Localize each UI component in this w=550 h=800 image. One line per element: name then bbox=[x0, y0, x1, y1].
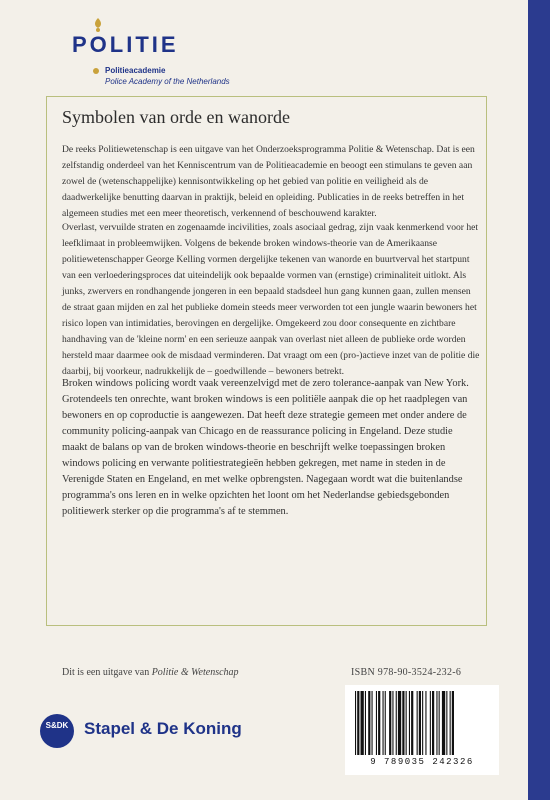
barcode-bar bbox=[398, 691, 401, 755]
barcode-bar bbox=[432, 691, 434, 755]
barcode-digits: 9 789035 242326 bbox=[370, 757, 474, 767]
barcode-bar bbox=[442, 691, 445, 755]
logo-bullet-icon bbox=[93, 68, 99, 74]
barcode-bar bbox=[430, 691, 431, 755]
publisher-note-prefix: Dit is een uitgave van bbox=[62, 667, 152, 678]
barcode-bar bbox=[436, 691, 437, 755]
logo-subtitle: Politieacademie bbox=[105, 66, 166, 75]
barcode-bar bbox=[425, 691, 426, 755]
barcode-bar bbox=[419, 691, 421, 755]
publisher-mark-text: S&DK bbox=[45, 721, 69, 730]
isbn-number: ISBN 978-90-3524-232-6 bbox=[351, 667, 462, 678]
barcode-bar bbox=[452, 691, 454, 755]
barcode-bar bbox=[439, 691, 440, 755]
logo-subtitle-english: Police Academy of the Netherlands bbox=[105, 77, 230, 86]
barcode-bar bbox=[406, 691, 407, 755]
barcode-bar bbox=[409, 691, 410, 755]
barcode-bar bbox=[411, 691, 413, 755]
spine-bar bbox=[528, 0, 550, 800]
barcode-bar bbox=[365, 691, 366, 755]
barcode-bar bbox=[361, 691, 364, 755]
barcode-bar bbox=[389, 691, 391, 755]
barcode bbox=[345, 685, 499, 775]
barcode-bar bbox=[378, 691, 380, 755]
publisher-name: Stapel & De Koning bbox=[84, 719, 242, 738]
publisher-note bbox=[62, 667, 239, 678]
paragraph-series: De reeks Politiewetenschap is een uitgave van het Onderzoeksprogramma Politie & Wetenschap. Dat is een zelfstandig onderdeel van het Kenniscentrum van de Politieacademie en beoogt een stimulans te geven aan zowel de (wetenschappelijke) kennisontwikkeling op het gebied van politie en veiligheid als de daadwerkelijke benutting daarvan in praktijk, beleid en opleiding. Publicaties in de reeks betreffen in het algemeen studies met een meer theoretisch, verkennend of beschouwend karakter. bbox=[62, 144, 475, 219]
logo-wordmark: POLITIE bbox=[72, 32, 179, 57]
politie-logo bbox=[72, 14, 272, 84]
barcode-bar bbox=[396, 691, 397, 755]
barcode-bar bbox=[355, 691, 356, 755]
barcode-bar bbox=[402, 691, 404, 755]
publisher-mark-icon bbox=[40, 714, 74, 748]
barcode-bar bbox=[383, 691, 384, 755]
barcode-bar bbox=[376, 691, 377, 755]
barcode-bar bbox=[417, 691, 418, 755]
barcode-bar bbox=[450, 691, 451, 755]
barcode-bar bbox=[446, 691, 447, 755]
paragraph-theory: Overlast, vervuilde straten en zogenaamde incivilities, zoals asociaal gedrag, zijn vaak kenmerkend voor het leefklimaat in probleemwijken. Volgens de bekende broken windows-theorie van de Amerikaanse politiewetenschapper George Kelling vormen dergelijke tekenen van wanorde en buurtverval het startpunt van een verloederingsproces dat uiteindelijk ook bepaalde vormen van (ernstige) criminaliteit uitlokt. Als junks, zwervers en rondhangende jongeren in een bepaald stadsdeel hun gang kunnen gaan, zullen mensen de straat gaan mijden en zal het publieke domein steeds meer verworden tot een jungle waarin bewoners het risico lopen van intimidaties, berovingen en dergelijke. Omgekeerd zou door consequente en zichtbare handhaving van de 'kleine norm' en een serieuze aanpak van overlast niet alleen de publieke orde worden hersteld maar daarmee ook de misdaad verminderen. Dat vraagt om een (pro-)actieve inzet van de politie die daarbij, bij voorkeur, nadrukkelijk de – goedwillende – bewoners betrekt. bbox=[62, 222, 480, 377]
barcode-bar bbox=[357, 691, 359, 755]
barcode-bars-icon bbox=[353, 691, 491, 755]
paragraph-study: Broken windows policing wordt vaak vereenzelvigd met de zero tolerance-aanpak van New York. Grotendeels ten onrechte, want broken windows is een politiële aanpak die op het raadplegen van bewoners en op coproductie is aangewezen. Dat heeft deze strategie gemeen met onder andere de community policing-aanpak van Chicago en de reassurance policing in Engeland. Deze studie maakt de balans op van de broken windows-theorie en beschrijft welke toepassingen broken windows policing en verwante politiestrategieën hebben gekregen, met name in steden in de Verenigde Staten en Engeland, en met welke opbrengsten. Nagegaan wordt wat die buitenlandse programma's ons leren en in welke opzichten het loont om het Nederlandse gebiedsgebonden politiewerk sterker op die programma's af te stemmen. bbox=[62, 378, 469, 517]
book-title: Symbolen van orde en wanorde bbox=[62, 107, 290, 127]
barcode-bar bbox=[372, 691, 373, 755]
publisher-logo bbox=[40, 714, 300, 754]
barcode-bar bbox=[368, 691, 370, 755]
barcode-bar bbox=[385, 691, 386, 755]
publisher-note-name: Politie & Wetenschap bbox=[151, 667, 239, 678]
barcode-bar bbox=[392, 691, 393, 755]
barcode-bar bbox=[422, 691, 423, 755]
